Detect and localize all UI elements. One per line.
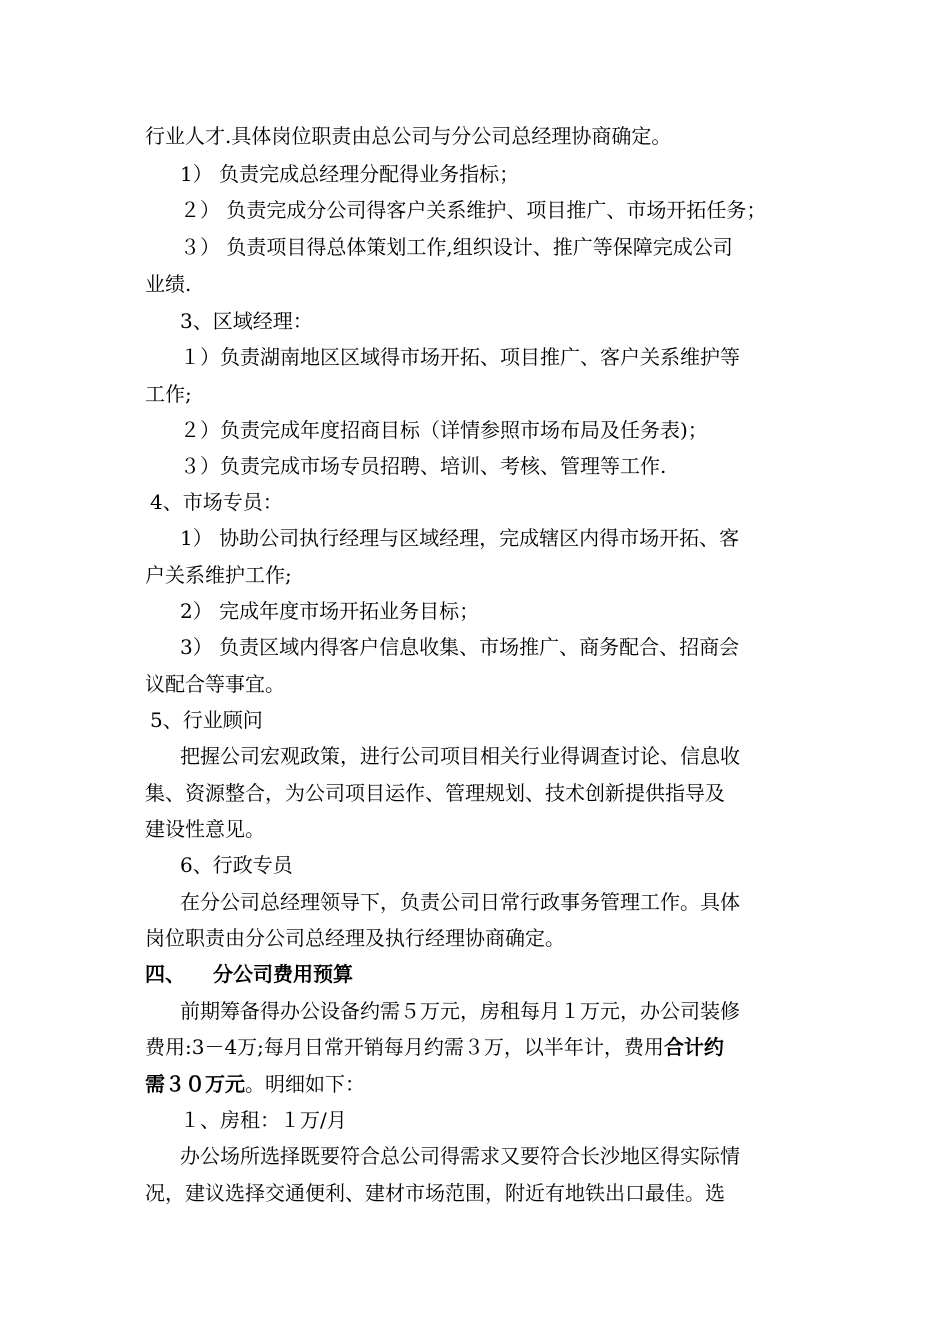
paragraph-line: 户关系维护工作; — [145, 563, 292, 587]
paragraph-line — [145, 1035, 724, 1059]
paragraph-line: 行业人才.具体岗位职责由总公司与分公司总经理协商确定。 — [145, 124, 672, 148]
list-item: 1） 协助公司执行经理与区域经理，完成辖区内得市场开拓、客 — [180, 526, 740, 550]
list-item: １）负责湖南地区区域得市场开拓、项目推广、客户关系维护等 — [180, 345, 740, 369]
bold-total-text: 合计约 — [663, 1035, 724, 1059]
plain-text: 费用:3－4万;每月日常开销每月约需３万，以半年计，费用 — [145, 1035, 664, 1059]
list-item: ２） 负责完成分公司得客户关系维护、项目推广、市场开拓任务； — [180, 198, 767, 222]
subsection-heading: 3、区域经理： — [180, 309, 313, 333]
paragraph-line: 业绩. — [145, 272, 192, 296]
paragraph-line: 建设性意见。 — [145, 817, 265, 841]
list-item: ２）负责完成年度招商目标（详情参照市场布局及任务表)； — [180, 418, 708, 442]
paragraph-line: 况，建议选择交通便利、建材市场范围，附近有地铁出口最佳。选 — [145, 1181, 725, 1205]
list-item: ３） 负责项目得总体策划工作,组织设计、推广等保障完成公司 — [180, 235, 733, 259]
paragraph-line — [145, 1072, 365, 1096]
bold-total-text: 需３０万元 — [145, 1072, 245, 1096]
section-number: 四、 — [145, 962, 185, 986]
subsection-heading: 5、行业顾问 — [150, 708, 263, 732]
subsection-heading: 4、市场专员： — [150, 490, 283, 514]
paragraph-line: 岗位职责由分公司总经理及执行经理协商确定。 — [145, 926, 565, 950]
list-item: 3） 负责区域内得客户信息收集、市场推广、商务配合、招商会 — [180, 635, 740, 659]
list-item: 2） 完成年度市场开拓业务目标； — [180, 599, 480, 623]
paragraph-line: 工作; — [145, 382, 192, 406]
section-heading: 分公司费用预算 — [213, 962, 353, 986]
paragraph-line: 前期筹备得办公设备约需５万元，房租每月１万元，办公司装修 — [180, 999, 740, 1023]
paragraph-line: 议配合等事宜。 — [145, 672, 285, 696]
list-item: ３）负责完成市场专员招聘、培训、考核、管理等工作. — [180, 454, 667, 478]
paragraph-line: 办公场所选择既要符合总公司得需求又要符合长沙地区得实际情 — [180, 1144, 740, 1168]
list-item: 1） 负责完成总经理分配得业务指标； — [180, 162, 520, 186]
paragraph-line: 把握公司宏观政策，进行公司项目相关行业得调查讨论、信息收 — [180, 744, 740, 768]
paragraph-line: 在分公司总经理领导下，负责公司日常行政事务管理工作。具体 — [180, 890, 740, 914]
paragraph-line: 集、资源整合，为公司项目运作、管理规划、技术创新提供指导及 — [145, 781, 725, 805]
subsection-heading: 6、行政专员 — [180, 853, 293, 877]
subsection-heading: １、房租：１万/月 — [180, 1108, 347, 1132]
plain-text: 。明细如下： — [245, 1072, 365, 1096]
